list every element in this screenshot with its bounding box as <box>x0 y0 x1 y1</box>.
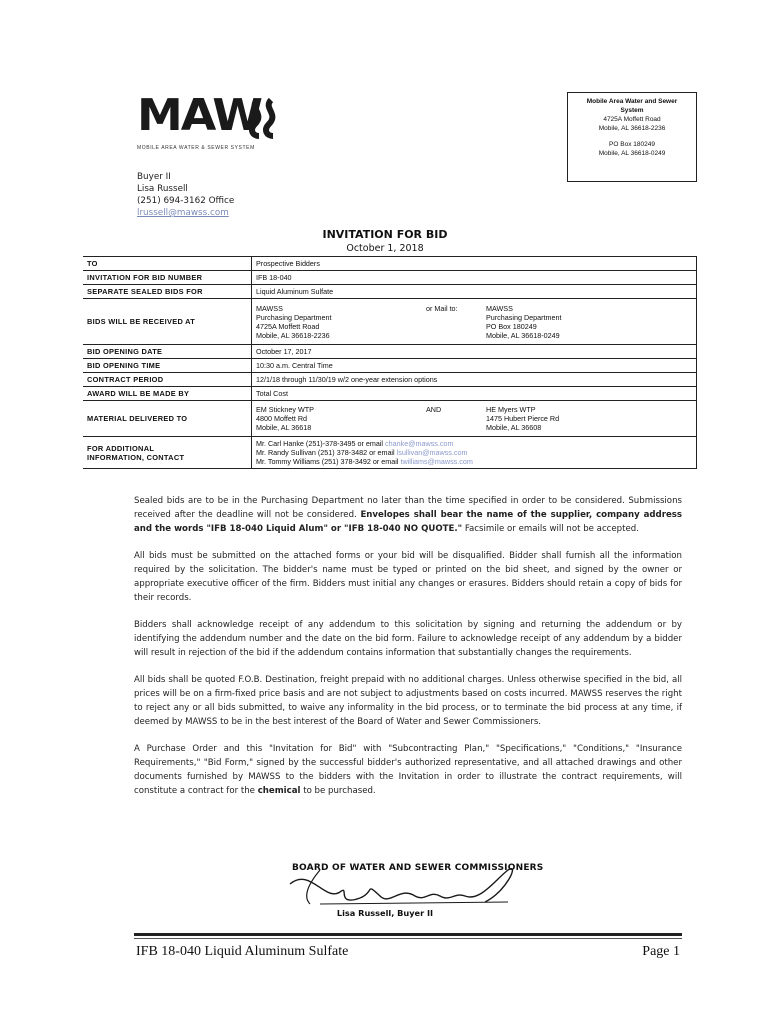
award-label: AWARD WILL BE MADE BY <box>83 387 252 401</box>
contact-email-link[interactable]: chanke@mawss.com <box>385 439 454 448</box>
sealed-bids-label: SEPARATE SEALED BIDS FOR <box>83 285 252 299</box>
buyer-name: Lisa Russell <box>137 184 188 194</box>
address-box <box>567 92 697 182</box>
contact-email-link[interactable]: twilliams@mawss.com <box>400 457 473 466</box>
table-row <box>83 345 697 359</box>
table-row <box>83 285 697 299</box>
paragraph-forms: All bids must be submitted on the attached forms or your bid will be disqualified. Bidder shall furnish all the information required by the solicitation. The bidder's name must be typed or printed on the bid sheet, and signed by the owner or appropriate executive officer of the firm. Bidders must initial any changes or erasures. Bidders should retain a copy of bids for their records. <box>134 551 682 603</box>
logo-swoosh-icon <box>247 96 287 140</box>
paragraph-addendum: Bidders shall acknowledge receipt of any addendum to this solicitation by signing and returning the addendum or by identifying the addendum number and the date on the bid form. Failure to acknowledge receipt of any addendum by a bidder will result in rejection of the bid if the addendum contains information that substantially changes the requirements. <box>134 620 682 658</box>
city-address: Mobile, AL 36618-2236 <box>598 125 666 132</box>
signature-heading: BOARD OF WATER AND SEWER COMMISSIONERS <box>292 863 544 873</box>
contact-label: FOR ADDITIONAL INFORMATION, CONTACT <box>83 437 252 469</box>
delivery-address-1: EM Stickney WTP 4800 Moffett Rd Mobile, AL 36618 <box>256 405 314 432</box>
mawss-logo <box>137 89 287 158</box>
table-row <box>83 373 697 387</box>
logo-tagline: MOBILE AREA WATER & SEWER SYSTEM <box>137 145 255 151</box>
table-row <box>83 271 697 285</box>
or-mail-to: or Mail to: <box>426 303 458 313</box>
opening-date-value: October 17, 2017 <box>252 345 697 359</box>
footer-divider-thin <box>134 938 682 939</box>
ifb-number-value: IFB 18-040 <box>252 271 697 285</box>
buyer-block <box>137 171 234 219</box>
street-address: 4725A Moffett Road <box>603 116 661 123</box>
logo-wordmark: MAW <box>137 89 262 141</box>
opening-date-label: BID OPENING DATE <box>83 345 252 359</box>
document-title: INVITATION FOR BID <box>322 228 448 241</box>
org-name-line-2: System <box>620 107 644 114</box>
opening-time-value: 10:30 a.m. Central Time <box>252 359 697 373</box>
received-address-2: MAWSS Purchasing Department PO Box 180249 Mobile, AL 36618-0249 <box>486 303 562 340</box>
sealed-bids-value: Liquid Aluminum Sulfate <box>252 285 697 299</box>
contract-period-value: 12/1/18 through 11/30/19 w/2 one-year extension options <box>252 373 697 387</box>
table-row <box>83 437 697 469</box>
paragraph-contract: A Purchase Order and this "Invitation for Bid" with "Subcontracting Plan," "Specifications," "Conditions," "Insurance Requirements," "Bid Form," signed by the successful bidder's authorized representative, and all attached drawings and other documents furnished by MAWSS to the bidders with the Invitation in order to illustrate the contract requirements, will constitute a contract for the chemical to be purchased. <box>134 744 682 796</box>
opening-time-label: BID OPENING TIME <box>83 359 252 373</box>
table-row <box>83 257 697 271</box>
material-delivered-label: MATERIAL DELIVERED TO <box>83 401 252 437</box>
po-city: Mobile, AL 36618-0249 <box>598 150 666 157</box>
bids-received-label: BIDS WILL BE RECEIVED AT <box>83 299 252 345</box>
ifb-number-label: INVITATION FOR BID NUMBER <box>83 271 252 285</box>
paragraph-pricing: All bids shall be quoted F.O.B. Destination, freight prepaid with no additional charges. Unless otherwise specified in the bid, all prices will be on a firm-fixed price basis and are not subject to adjustments based on costs incurred. MAWSS reserves the right to reject any or all bids submitted, to waive any informality in the bid process, or to terminate the bid process at any time, if deemed by MAWSS to be in the best interest of the Board of Water and Sewer Commissioners. <box>134 675 682 727</box>
to-label: TO <box>83 257 252 271</box>
table-row <box>83 359 697 373</box>
paragraph-submission: Sealed bids are to be in the Purchasing Department no later than the time specified in order to be considered. Submissions received after the deadline will not be considered. Envelopes shall bear the name of the supplier, company address and the words "IFB 18-040 Liquid Alum" or "IFB 18-040 NO QUOTE." Facsimile or emails will not be accepted. <box>134 496 683 534</box>
award-value: Total Cost <box>252 387 697 401</box>
table-row <box>83 299 697 345</box>
footer-document-title: IFB 18-040 Liquid Aluminum Sulfate <box>136 944 349 959</box>
document-date: October 1, 2018 <box>346 243 424 254</box>
and-separator: AND <box>426 405 442 414</box>
contract-period-label: CONTRACT PERIOD <box>83 373 252 387</box>
table-row <box>83 401 697 437</box>
contacts-list <box>252 437 697 469</box>
footer-divider <box>134 933 682 936</box>
contact-email-link[interactable]: lsullivan@mawss.com <box>396 448 468 457</box>
signature-name: Lisa Russell, Buyer II <box>336 908 434 918</box>
bid-info-table <box>83 256 697 469</box>
po-box: PO Box 180249 <box>609 141 655 148</box>
contact-line: Mr. Carl Hanke (251)-378-3495 or email chanke@mawss.com <box>256 439 454 448</box>
body-text <box>134 494 682 811</box>
org-name-line-1: Mobile Area Water and Sewer <box>586 98 678 105</box>
buyer-phone: (251) 694-3162 Office <box>137 196 235 206</box>
contact-line: Mr. Tommy Williams (251) 378-3492 or email twilliams@mawss.com <box>256 457 473 466</box>
footer-page-number: Page 1 <box>642 944 680 959</box>
table-row <box>83 387 697 401</box>
to-value: Prospective Bidders <box>252 257 697 271</box>
received-address-1: MAWSS Purchasing Department 4725A Moffett Road Mobile, AL 36618-2236 <box>256 303 332 340</box>
buyer-title: Buyer II <box>137 172 171 182</box>
buyer-email-link[interactable]: lrussell@mawss.com <box>137 208 229 218</box>
contact-line: Mr. Randy Sullivan (251) 378-3482 or email lsullivan@mawss.com <box>256 448 468 457</box>
delivery-address-2: HE Myers WTP 1475 Hubert Pierce Rd Mobile, AL 36608 <box>486 405 560 432</box>
